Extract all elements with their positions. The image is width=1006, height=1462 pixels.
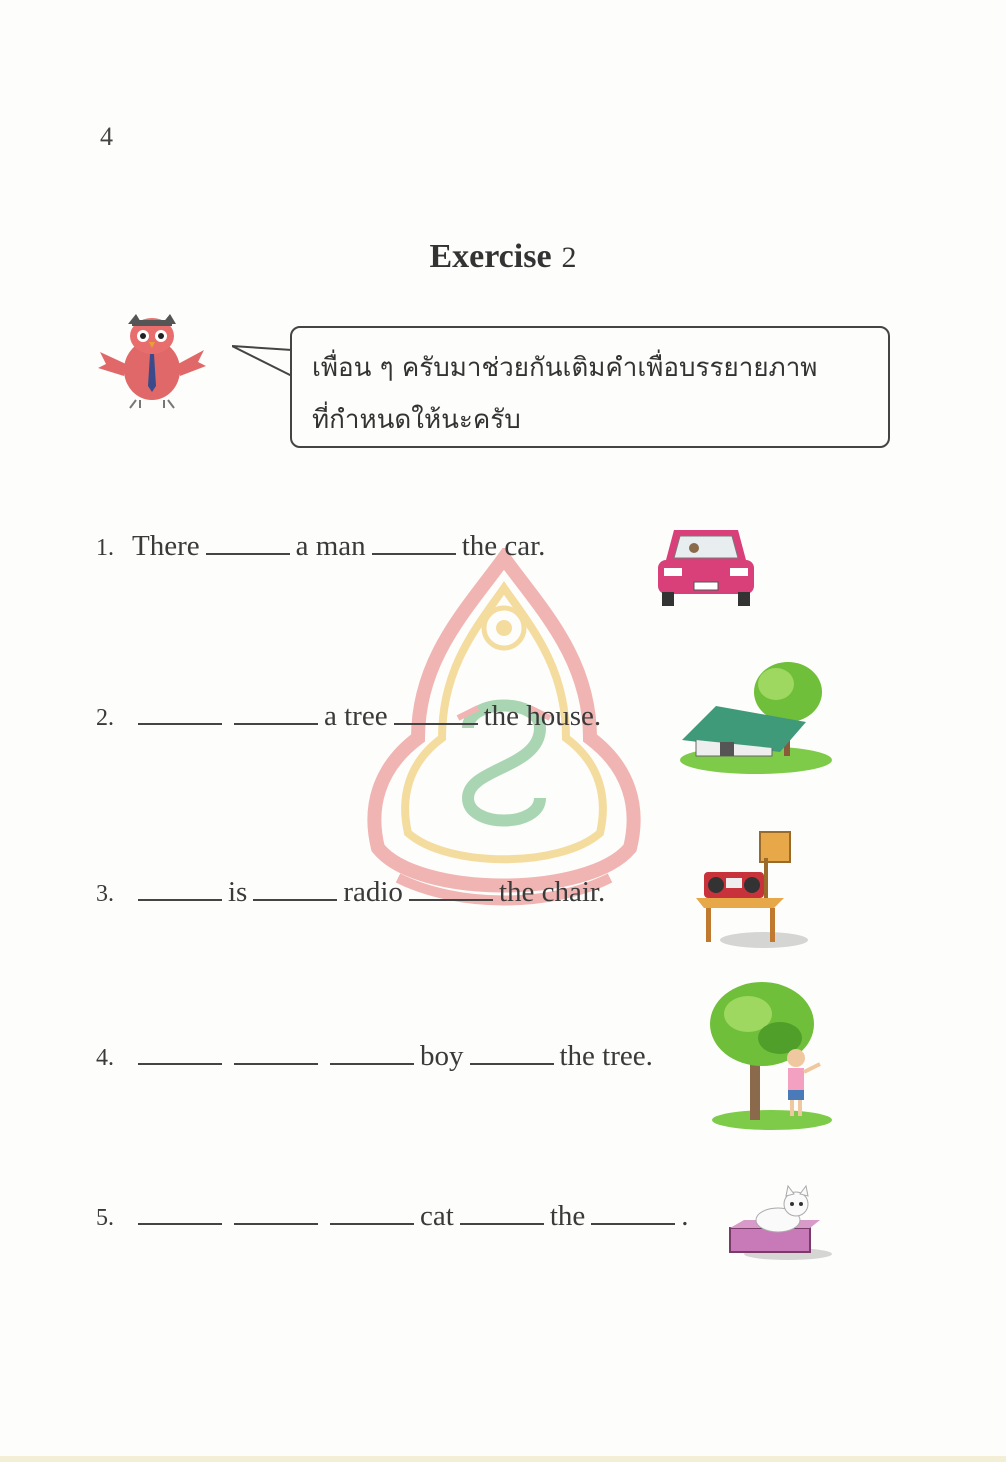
- page-bottom-strip: [0, 1456, 1006, 1462]
- answer-blank[interactable]: [138, 701, 222, 725]
- answer-blank[interactable]: [138, 1041, 222, 1065]
- exercise-line-4: [96, 1040, 653, 1073]
- answer-blank[interactable]: [234, 1201, 318, 1225]
- word: the house.: [483, 700, 602, 732]
- exercise-line-3: [96, 876, 605, 909]
- answer-blank[interactable]: [470, 1041, 554, 1065]
- exercise-title: [0, 238, 1006, 276]
- exercise-number-label: 4.: [96, 1045, 114, 1071]
- word: the tree.: [559, 1040, 653, 1072]
- answer-blank[interactable]: [394, 701, 478, 725]
- answer-blank[interactable]: [409, 877, 493, 901]
- exercise-number-label: 2.: [96, 705, 114, 731]
- house-tree-icon: [676, 656, 832, 776]
- exercise-number-label: 5.: [96, 1205, 114, 1231]
- speech-bubble: [290, 326, 890, 448]
- word: radio: [343, 876, 403, 908]
- car-icon: [650, 520, 762, 610]
- word: the car.: [461, 530, 546, 562]
- answer-blank[interactable]: [234, 1041, 318, 1065]
- word: .: [681, 1200, 689, 1232]
- exercise-line-2: [96, 700, 601, 733]
- exercise-number-label: 1.: [96, 535, 114, 561]
- answer-blank[interactable]: [138, 1201, 222, 1225]
- radio-chair-icon: [694, 828, 810, 950]
- answer-blank[interactable]: [206, 531, 290, 555]
- word: a tree: [324, 700, 388, 732]
- answer-blank[interactable]: [330, 1201, 414, 1225]
- word: boy: [420, 1040, 464, 1072]
- word: the: [549, 1200, 586, 1232]
- exercise-number-label: 3.: [96, 881, 114, 907]
- boy-tree-icon: [708, 980, 838, 1132]
- word: There: [132, 530, 200, 562]
- answer-blank[interactable]: [372, 531, 456, 555]
- word: cat: [420, 1200, 454, 1232]
- speech-line-1: เพื่อน ๆ ครับมาช่วยกันเติมคำเพื่อบรรยายภาพ: [312, 353, 818, 383]
- answer-blank[interactable]: [253, 877, 337, 901]
- answer-blank[interactable]: [460, 1201, 544, 1225]
- answer-blank[interactable]: [234, 701, 318, 725]
- exercise-number: 2: [561, 241, 577, 274]
- answer-blank[interactable]: [591, 1201, 675, 1225]
- speech-line-2: ที่กำหนดให้นะครับ: [312, 405, 521, 435]
- answer-blank[interactable]: [330, 1041, 414, 1065]
- exercise-line-5: [96, 1200, 689, 1233]
- answer-blank[interactable]: [138, 877, 222, 901]
- exercise-line-1: [96, 530, 545, 563]
- exercise-title-text: Exercise: [429, 238, 552, 275]
- page-number: 4: [100, 122, 113, 151]
- word: is: [228, 876, 248, 908]
- owl-icon: [96, 306, 208, 410]
- emblem-watermark-icon: [358, 548, 650, 928]
- word: the chair.: [498, 876, 606, 908]
- word: a man: [295, 530, 366, 562]
- cat-box-icon: [724, 1184, 836, 1264]
